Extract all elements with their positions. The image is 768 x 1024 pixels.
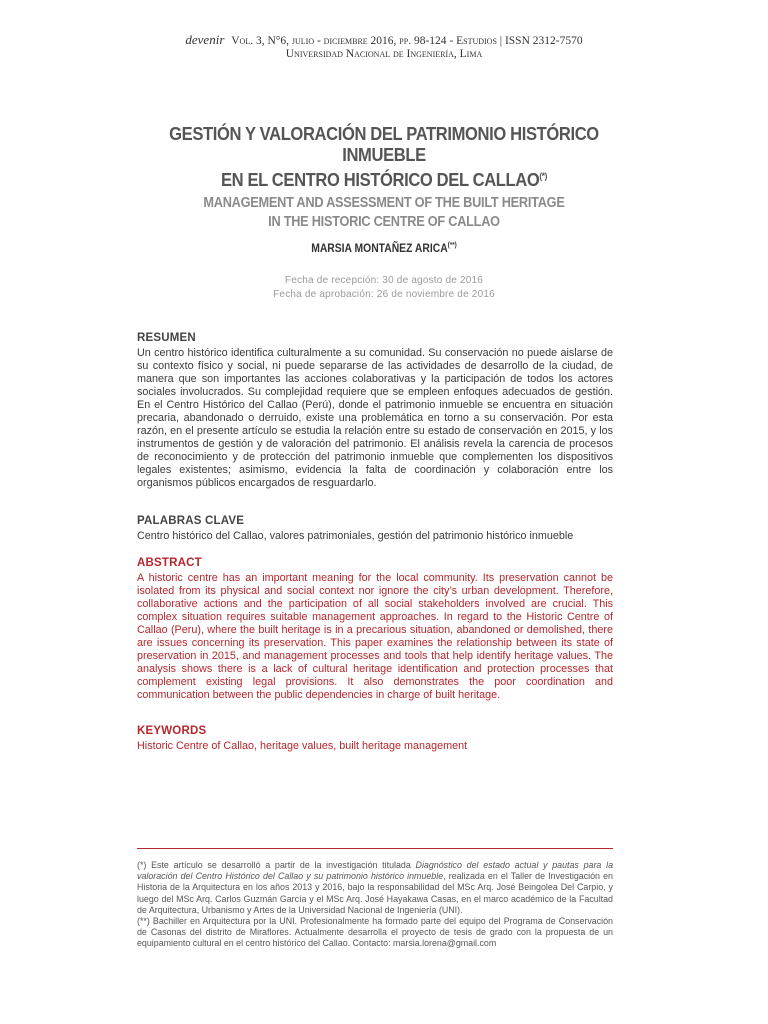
english-title-line-2: IN THE HISTORIC CENTRE OF CALLAO [268, 214, 500, 230]
article-title-line-2 [141, 166, 627, 191]
footnote-1-pre: (*) Este artículo se desarrolló a partir de la investigación titulada [137, 860, 416, 870]
author-line [146, 242, 621, 255]
article-title-line-2-text: EN EL CENTRO HISTÓRICO DEL CALLAO [220, 170, 540, 190]
author-footnote-mark: (**) [447, 242, 457, 249]
resumen-section [137, 332, 613, 490]
keywords-section [137, 725, 613, 753]
footnote-1-post: , realizada en el Taller de Investigación en Historia de la Arquitectura en los años 2013 y 2016, bajo la responsabilidad del MSc Arq. José Beingolea Del Carpio, y luego del MSc Arq. Carlos Guzmán García y el MSc Arq. José Hayakawa Casas, en el marco académico de la Facultad de Arquitectura, Urbanismo y Artes de la Universidad Nacional de Ingeniería (UNI). [137, 871, 613, 915]
running-header [0, 33, 768, 61]
footnotes [137, 860, 613, 950]
abstract-heading: ABSTRACT [137, 557, 202, 569]
date-received: Fecha de recepción: 30 de agosto de 2016 [284, 275, 484, 286]
title-footnote-mark: (*) [539, 171, 548, 181]
resumen-text: Un centro histórico identifica culturalmente a su comunidad. Su conservación no puede aislarse de su contexto físico y social, ni puede separarse de las actividades de desarrollo de la ciudad, de manera que son importantes las acciones colaborativas y la participación de todos los actores sociales involucrados. Su complejidad requiere que se empleen enfoques adecuados de gestión. En el Centro Histórico del Callao (Perú), donde el patrimonio inmueble se encuentra en situación precaria, abandonado o derruido, existe una problemática en torno a su conservación. Por esta razón, en el presente artículo se estudia la relación entre su estado de conservación en 2015, y los instrumentos de gestión y de valoración del patrimonio. El análisis revela la carencia de procesos de reconocimiento y de protección del patrimonio inmueble que complementen los dispositivos legales existentes; asimismo, evidencia la falta de coordinación y colaboración entre los organismos públicos encargados de resguardarlo. [137, 347, 613, 489]
journal-name: devenir [185, 32, 225, 47]
journal-citation: Vol. 3, N°6, julio - diciembre 2016, pp. 98-124 - Estudios | ISSN 2312-7570 [231, 35, 583, 47]
resumen-heading: RESUMEN [137, 332, 196, 344]
palabras-clave-text: Centro histórico del Callao, valores patrimoniales, gestión del patrimonio histórico inmueble [137, 530, 574, 542]
keywords-heading: KEYWORDS [137, 725, 207, 737]
english-title-line-1: MANAGEMENT AND ASSESSMENT OF THE BUILT HERITAGE [203, 195, 565, 211]
abstract-section [137, 557, 613, 702]
article-title-line-1: GESTIÓN Y VALORACIÓN DEL PATRIMONIO HISTÓRICO INMUEBLE [169, 124, 599, 165]
keywords-text: Historic Centre of Callao, heritage values, built heritage management [137, 740, 468, 752]
article-title [141, 124, 627, 191]
footnote-1-italic: Diagnóstico del estado actual y pautas para la valoración del Centro Histórico del Callao y su patrimonio histórico inmueble [137, 860, 614, 882]
journal-institution: Universidad Nacional de Ingeniería, Lima [285, 48, 483, 60]
footnote-divider [137, 848, 613, 849]
author-name: MARSIA MONTAÑEZ ARICA [311, 242, 448, 255]
english-title [152, 194, 617, 232]
header-line-1 [0, 33, 768, 48]
footnote-2: (**) Bachiller en Arquitectura por la UNI. Profesionalmente ha formado parte del equipo del Programa de Conservación de Casonas del distrito de Miraflores. Actualmente desarrolla el proyecto de tesis de grado con la propuesta de un equipamiento cultural en el centro histórico del Callao. Contacto: marsia.lorena@gmail.com [137, 916, 613, 949]
palabras-clave-section [137, 515, 613, 543]
submission-dates [120, 274, 648, 302]
palabras-clave-heading: PALABRAS CLAVE [137, 515, 245, 527]
date-approved: Fecha de aprobación: 26 de noviembre de 2016 [273, 289, 495, 300]
abstract-text: A historic centre has an important meaning for the local community. Its preservation cannot be isolated from its physical and social context nor ignore the city’s urban development. Therefore, collaborative actions and the participation of all social stakeholders involved are crucial. This complex situation requires suitable management approaches. In regard to the Historic Centre of Callao (Peru), where the built heritage is in a precarious situation, abandoned or demolished, there are issues concerning its preservation. This paper examines the relationship between its state of preservation in 2015, and management processes and tools that help identify heritage values. The analysis shows there is a lack of cultural heritage identification and protection processes that complement existing legal provisions. It also demonstrates the poor coordination and communication between the public dependencies in charge of built heritage. [137, 572, 613, 701]
footnote-1 [137, 860, 613, 916]
